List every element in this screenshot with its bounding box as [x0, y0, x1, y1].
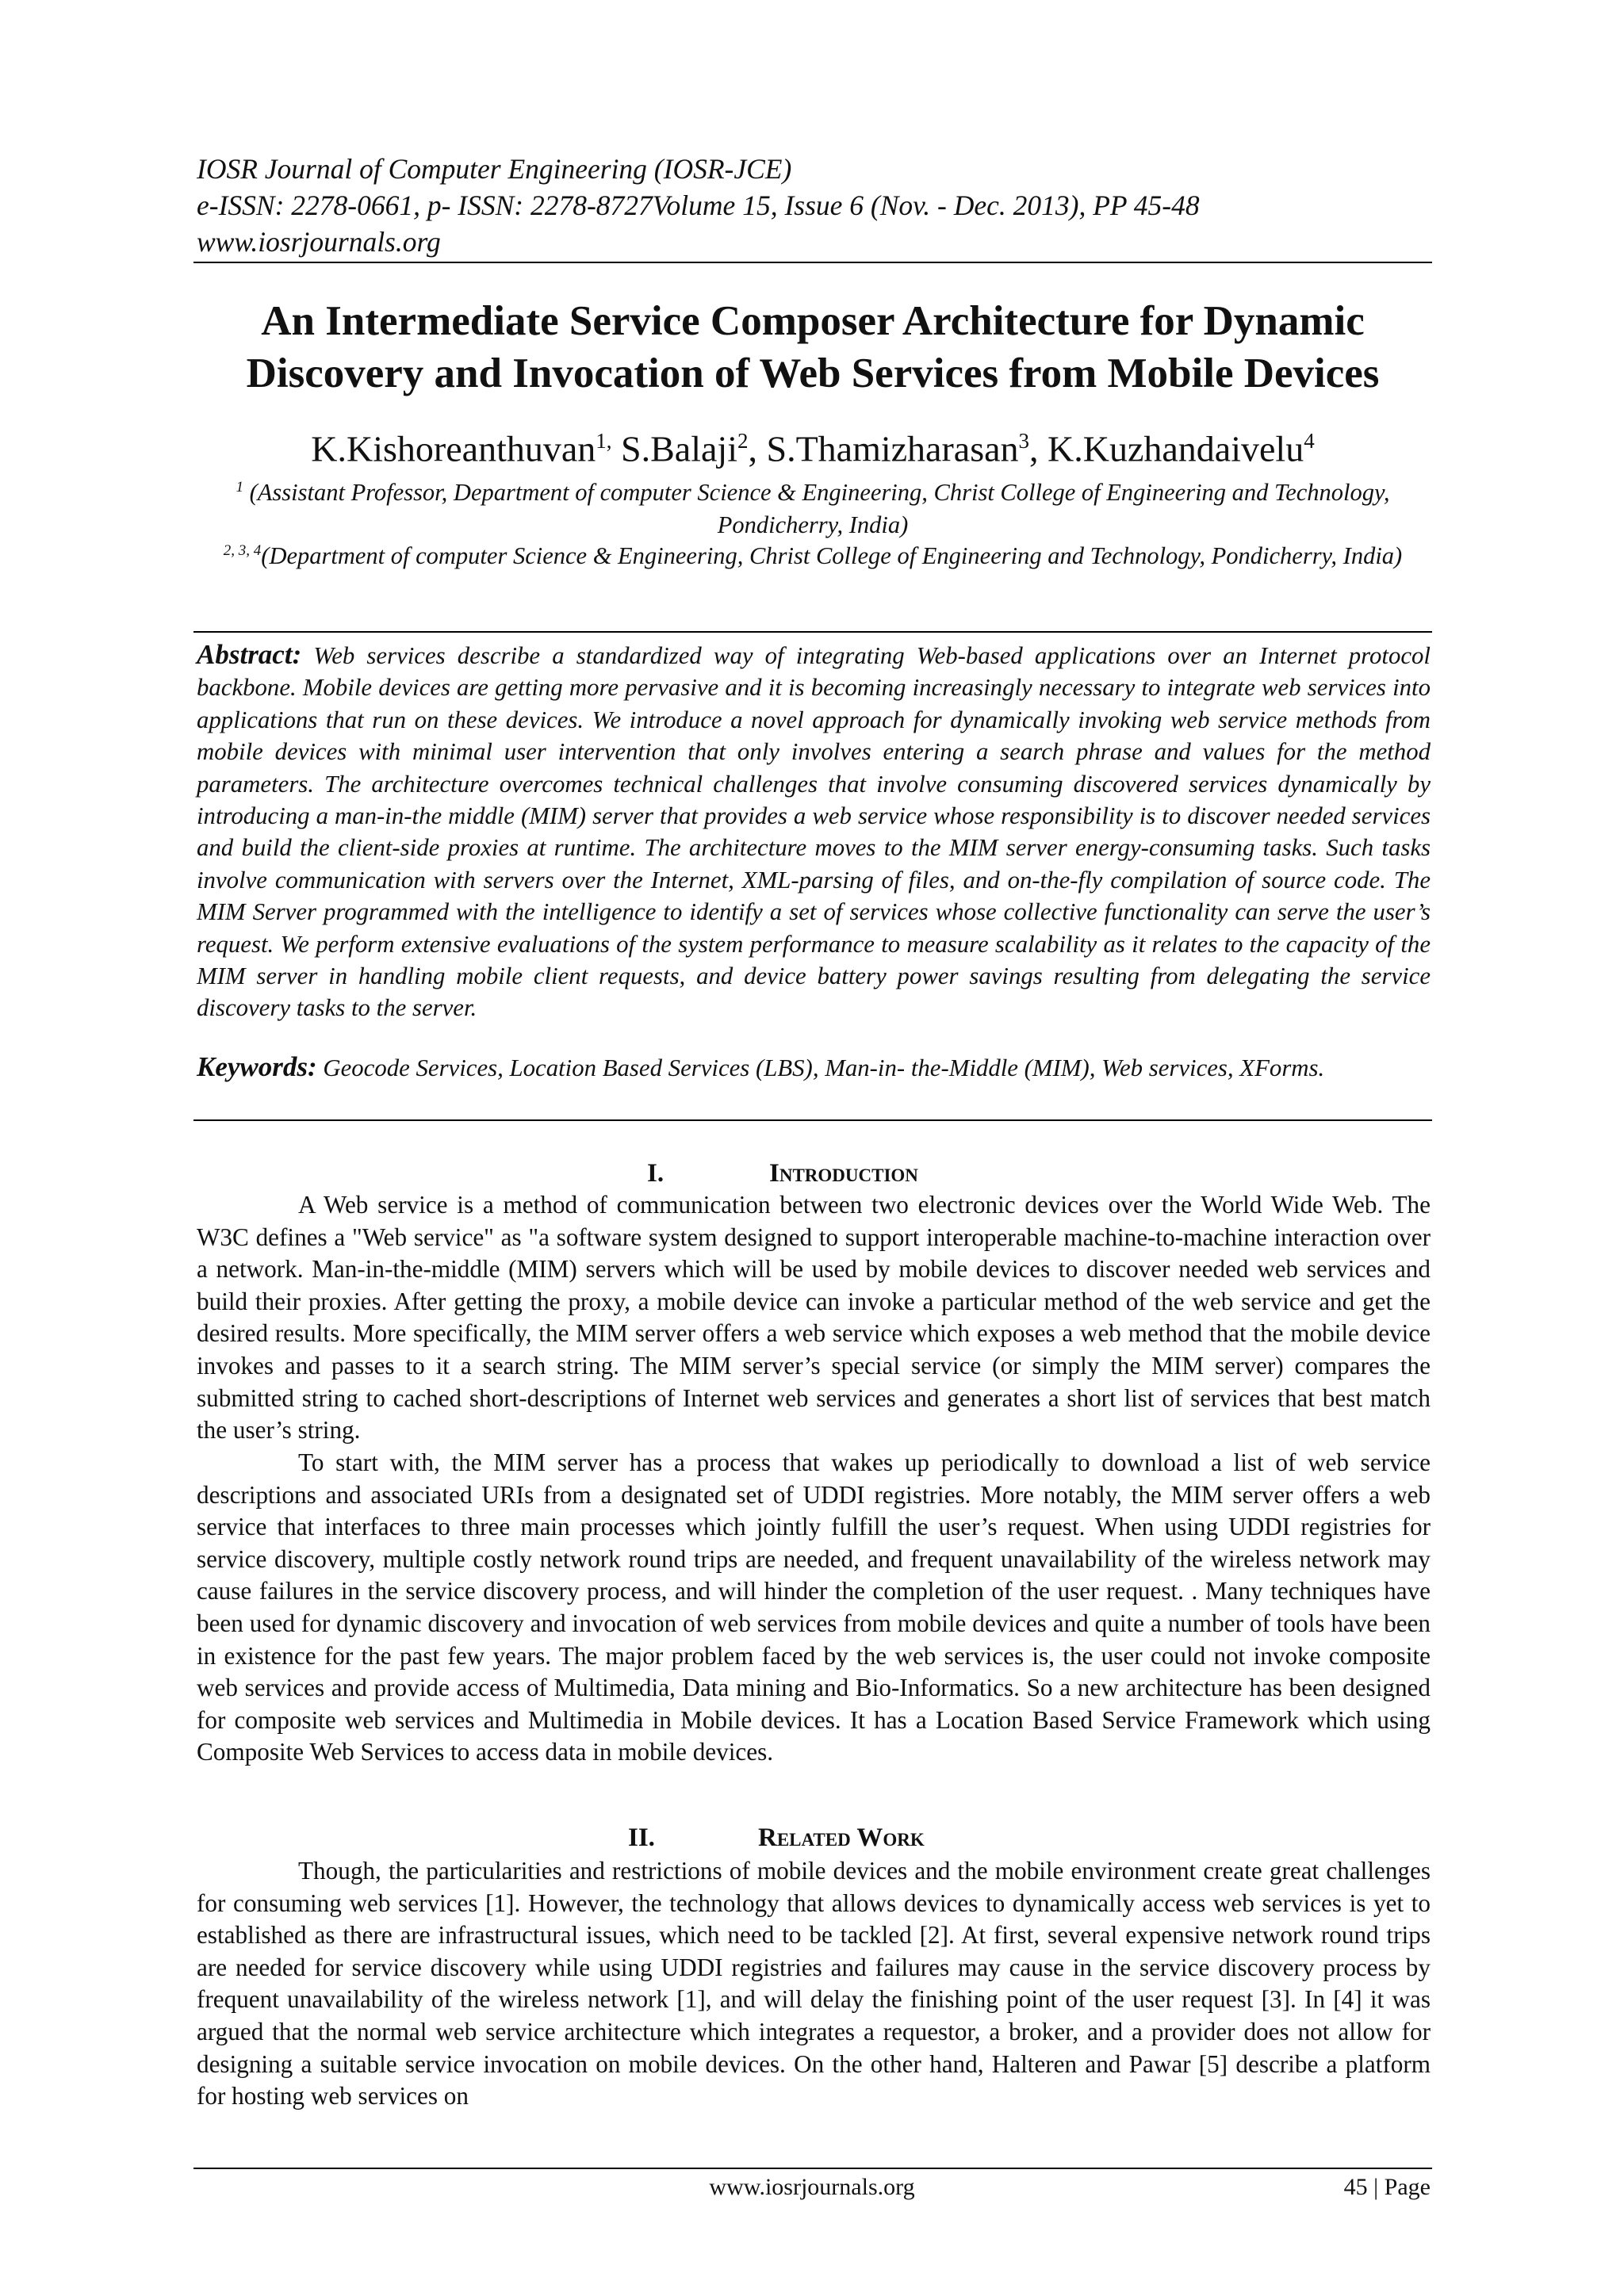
intro-paragraph-1: A Web service is a method of communication between two electronic devices over the World Wide Web. The W3C defines a "Web service" as "a software system designed to support interoperable machine-to-machine interaction over a network. Man-in-the-middle (MIM) servers which will be used by mobile devices to discover needed web services and build their proxies. After getting the proxy, a mobile device can invoke a particular method of the web service and get the desired results. More specifically, the MIM server offers a web service which exposes a web method that the mobile device invokes and passes to it a search string. The MIM server’s special service (or simply the MIM server) compares the submitted string to cached short-descriptions of Internet web services and generates a short list of services that best match the user’s string.	[197, 1191, 1431, 1445]
page-number: 45 | Page	[1343, 2174, 1431, 2200]
author-sup: 1,	[596, 429, 612, 453]
section-title: Related Work	[758, 1823, 925, 1852]
author-sup: 2	[737, 429, 749, 453]
title-line-2: Discovery and Invocation of Web Services from Mobile Devices	[246, 350, 1380, 396]
related-work-paragraph-1: Though, the particularities and restrictions of mobile devices and the mobile environment create great challenges for consuming web services [1]. However, the technology that allows devices to dynamically access web services is yet to established as there are infrastructural issues, which need to be tackled [2]. At first, several expensive network round trips are needed for service discovery while using UDDI registries and failures may cause in the service discovery process by frequent unavailability of the wireless network [1], and will delay the finishing point of the user request [3]. In [4] it was argued that the normal web service architecture which integrates a requestor, a broker, and a provider does not allow for designing a suitable service invocation on mobile devices. On the other hand, Halteren and Pawar [5] describe a platform for hosting web services on	[197, 1857, 1431, 2110]
author-name: S.Balaji	[621, 428, 737, 469]
abstract-label: Abstract:	[197, 639, 302, 670]
section-number: I.	[647, 1159, 665, 1188]
author-sup: 3	[1018, 429, 1030, 453]
author-sup: 4	[1304, 429, 1315, 453]
keywords-text: Geocode Services, Location Based Services (LBS), Man-in- the-Middle (MIM), Web services, XForms.	[323, 1054, 1325, 1081]
journal-name: IOSR Journal of Computer Engineering (IOSR-JCE)	[197, 153, 792, 185]
abstract-text: Web services describe a standardized way of integrating Web-based applications over an Internet protocol backbone. Mobile devices are getting more pervasive and it is becoming increasingly necessary to integrate web services into applications that run on these devices. We introduce a novel approach for dynamically invoking web service methods from mobile devices with minimal user intervention that only involves entering a search phrase and values for the method parameters. The architecture overcomes technical challenges that involve consuming discovered services dynamically by introducing a man-in-the middle (MIM) server that provides a web service whose responsibility is to discover needed services and build the client-side proxies at runtime. The architecture moves to the MIM server energy-consuming tasks. Such tasks involve communication with servers over the Internet, XML-parsing of files, and on-the-fly compilation of source code. The MIM Server programmed with the intelligence to identify a set of services whose collective functionality can serve the user’s request. We perform extensive evaluations of the system performance to measure scalability as it relates to the capacity of the MIM server in handling mobile client requests, and device battery power savings resulting from delegating the service discovery tasks to the server.	[197, 642, 1431, 1022]
section-number: II.	[628, 1823, 655, 1852]
section-title: Introduction	[769, 1159, 918, 1188]
author-name: S.Thamizharasan	[766, 428, 1019, 469]
abstract	[197, 639, 1431, 1024]
author-name: K.Kishoreanthuvan	[311, 428, 596, 469]
journal-issn: e-ISSN: 2278-0661, p- ISSN: 2278-8727Volume 15, Issue 6 (Nov. - Dec. 2013), PP 45-48	[197, 189, 1200, 221]
header-divider	[193, 262, 1432, 263]
section-heading-related-work	[193, 1823, 1432, 1858]
paper-title	[193, 295, 1432, 400]
footer-website: www.iosrjournals.org	[709, 2174, 915, 2200]
keywords-label: Keywords:	[197, 1051, 317, 1082]
affiliation-2: $^{2, 3, 4}$(Department of computer Science & Engineering, Christ College of Engineering and Technology, Pondicherry, India)	[223, 542, 1403, 570]
journal-website: www.iosrjournals.org	[197, 226, 441, 258]
abstract-divider-bottom	[193, 1119, 1432, 1121]
keywords	[197, 1051, 1431, 1084]
intro-paragraph-2: To start with, the MIM server has a process that wakes up periodically to download a list of web service descriptions and associated URIs from a designated set of UDDI registries. More notably, the MIM server offers a web service that interfaces to three main processes which jointly fulfill the user’s request. When using UDDI registries for service discovery, multiple costly network round trips are needed, and frequent unavailability of the wireless network may cause failures in the service discovery process, and will hinder the completion of the user request. . Many techniques have been used for dynamic discovery and invocation of web services from mobile devices and quite a number of tools have been in existence for the past few years. The major problem faced by the web services is, the user could not invoke composite web services and provide access of Multimedia, Data mining and Bio-Informatics. So a new architecture has been designed for composite web services and Multimedia in Mobile devices. It has a Location Based Service Framework which using Composite Web Services to access data in mobile devices.	[197, 1448, 1431, 1766]
footer-divider	[193, 2168, 1432, 2169]
author-name: K.Kuzhandaivelu	[1048, 428, 1304, 469]
title-line-1: An Intermediate Service Composer Architecture for Dynamic	[261, 298, 1365, 344]
journal-header	[197, 151, 1434, 260]
affiliation-1: $^1$ (Assistant Professor, Department of computer Science & Engineering, Christ College of Engineering and Technology, Pondicherry, India)	[236, 479, 1390, 539]
abstract-divider-top	[193, 631, 1432, 633]
author-list: K.Kishoreanthuvan$^{1,}$ S.Balaji$^2$, S.Thamizharasan$^3$, K.Kuzhandaivelu$^4$	[311, 428, 1315, 469]
